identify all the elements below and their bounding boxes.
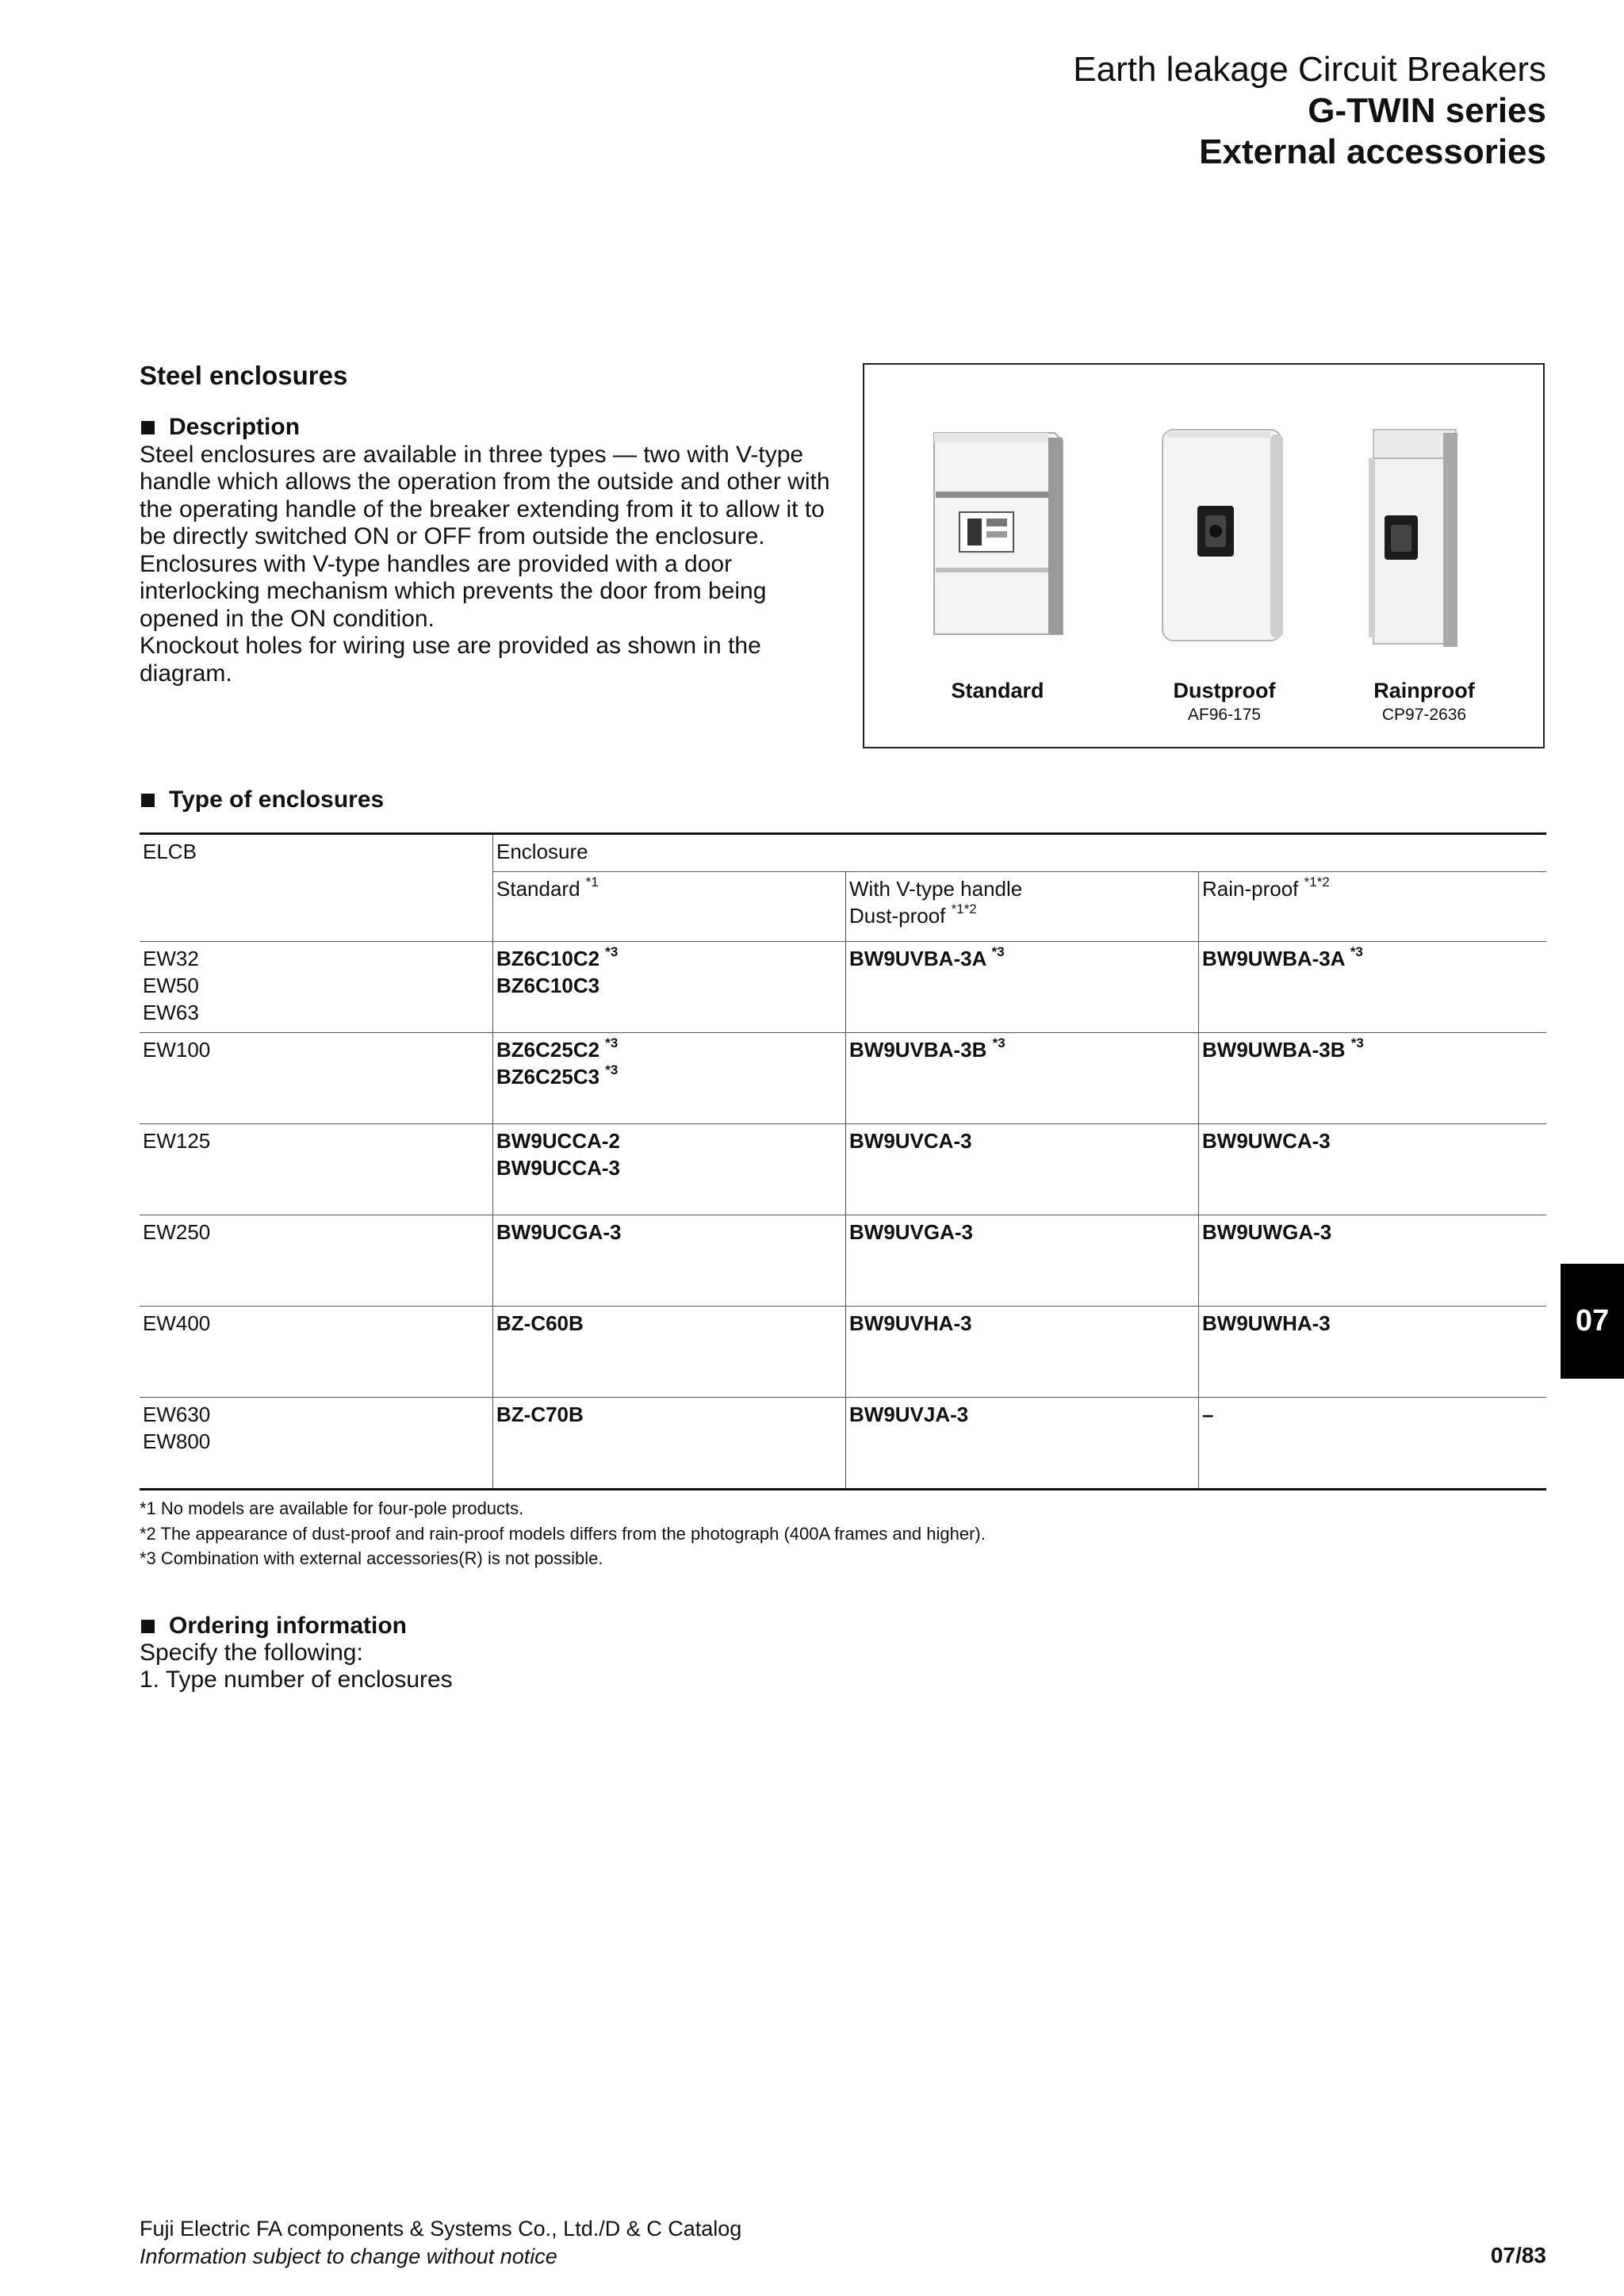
page-header: [1073, 49, 1546, 173]
model-number: [849, 1401, 1195, 1428]
elcb-model: EW63: [143, 1001, 199, 1024]
model-note: *3: [1350, 944, 1363, 960]
dustproof-cell: [846, 1398, 1199, 1490]
model-code: BW9UCCA-2: [496, 1129, 620, 1153]
standard-enclosure-image: [926, 430, 1069, 637]
model-number: [496, 972, 842, 999]
dustproof-cell: [846, 1307, 1199, 1398]
description-paragraph-2: Enclosures with V-type handles are provided with a door interlocking mechanism which prevents the door from being opened in the ON condition.: [140, 550, 767, 632]
rainproof-cell: [1199, 1307, 1547, 1398]
model-code: BW9UVCA-3: [849, 1129, 972, 1153]
elcb-cell: [140, 942, 493, 1033]
rainproof-cell: [1199, 1215, 1547, 1307]
model-number: [496, 1127, 842, 1154]
footnote-2: *2 The appearance of dust-proof and rain-proof models differs from the photograph (400A frames and higher).: [140, 1523, 986, 1544]
dustproof-cell: [846, 1215, 1199, 1307]
header-rain-note: *1*2: [1304, 874, 1330, 890]
model-code: BW9UVHA-3: [849, 1311, 972, 1335]
model-number: [849, 1219, 1195, 1246]
elcb-cell: [140, 1307, 493, 1398]
rainproof-cell: [1199, 1398, 1547, 1490]
enclosure-table: [140, 832, 1546, 1490]
header-standard: [493, 872, 846, 942]
table-header-row: [140, 834, 1546, 872]
footnote-1: *1 No models are available for four-pole products.: [140, 1498, 524, 1518]
model-number: [849, 1127, 1195, 1154]
header-vtype-text: With V-type handle: [849, 877, 1023, 901]
elcb-cell: [140, 1215, 493, 1307]
model-note: *3: [605, 1062, 619, 1078]
dustproof-enclosure-image: [1153, 427, 1296, 645]
model-note: *3: [605, 944, 619, 960]
elcb-model: EW125: [143, 1129, 211, 1153]
elcb-model: EW800: [143, 1429, 211, 1453]
model-number: [496, 945, 842, 972]
model-code: BZ6C25C3: [496, 1065, 600, 1089]
standard-cell: [493, 1398, 846, 1490]
model-code: BW9UWHA-3: [1202, 1311, 1331, 1335]
ordering-line-1: Specify the following:: [140, 1640, 363, 1666]
footer-company: Fuji Electric FA components & Systems Co., Ltd./D & C Catalog: [140, 2217, 742, 2241]
model-number: [849, 945, 1195, 972]
elcb-model: EW32: [143, 947, 199, 970]
chapter-tab: 07: [1561, 1264, 1624, 1379]
description-paragraph-1: Steel enclosures are available in three types — two with V-type handle which allows the operation from the outside and other with the operating handle of the breaker extending from it to allow it to be directly switched ON or OFF from outside the enclosure.: [140, 441, 830, 549]
bullet-square-icon: [141, 421, 155, 434]
description-heading: [140, 414, 837, 442]
header-dust: [846, 872, 1199, 942]
photo-code-rainproof: CP97-2636: [1381, 706, 1467, 724]
model-number: [496, 1219, 842, 1246]
standard-cell: [493, 1307, 846, 1398]
description-paragraph-3: Knockout holes for wiring use are provided as shown in the diagram.: [140, 633, 761, 687]
model-note: *3: [1350, 1035, 1364, 1051]
model-number: [1202, 1127, 1543, 1154]
footnotes: [140, 1496, 986, 1571]
header-dust-note: *1*2: [951, 901, 977, 917]
enclosure-photo-panel: [863, 363, 1545, 748]
model-code: BW9UWBA-3A: [1202, 947, 1345, 970]
description-block: [140, 414, 837, 687]
table-row: [140, 1033, 1546, 1124]
model-code: BW9UCCA-3: [496, 1156, 620, 1180]
standard-cell: [493, 942, 846, 1033]
model-number: [496, 1063, 842, 1090]
model-number: [1202, 1219, 1543, 1246]
elcb-model: EW630: [143, 1402, 211, 1426]
model-number: [496, 1310, 842, 1337]
model-number: [849, 1036, 1195, 1063]
elcb-cell: [140, 1124, 493, 1215]
header-rain-text: Rain-proof: [1202, 877, 1299, 901]
rainproof-cell: [1199, 1033, 1547, 1124]
photo-label-standard: Standard: [951, 679, 1044, 702]
model-number: [496, 1154, 842, 1181]
header-enclosure: Enclosure: [493, 834, 1547, 872]
model-number: [1202, 1036, 1543, 1063]
description-label: Description: [169, 414, 301, 440]
header-line-1: Earth leakage Circuit Breakers: [1073, 50, 1546, 89]
photo-label-rainproof: Rainproof: [1373, 679, 1475, 702]
rainproof-enclosure-image: [1356, 427, 1475, 650]
model-number: [1202, 945, 1543, 972]
dustproof-cell: [846, 1033, 1199, 1124]
standard-cell: [493, 1215, 846, 1307]
elcb-cell: [140, 1398, 493, 1490]
model-code: BZ6C25C2: [496, 1038, 600, 1062]
ordering-block: [140, 1613, 453, 1693]
ordering-heading: [140, 1613, 453, 1640]
elcb-model: EW250: [143, 1220, 211, 1244]
model-number: [496, 1401, 842, 1428]
header-category: External accessories: [1199, 132, 1546, 171]
bullet-square-icon: [141, 794, 155, 807]
table-row: [140, 942, 1546, 1033]
header-elcb: ELCB: [140, 834, 493, 942]
model-code: BW9UWCA-3: [1202, 1129, 1331, 1153]
type-title: Type of enclosures: [169, 786, 385, 813]
standard-cell: [493, 1033, 846, 1124]
photo-label-dustproof: Dustproof: [1173, 679, 1276, 702]
photo-code-dustproof: AF96-175: [1187, 706, 1262, 724]
section-title: Steel enclosures: [140, 361, 348, 390]
header-rain: [1199, 872, 1547, 942]
footer-notice: Information subject to change without notice: [140, 2244, 557, 2268]
header-series: G-TWIN series: [1308, 91, 1546, 130]
table-row: [140, 1215, 1546, 1307]
model-code: BW9UWGA-3: [1202, 1220, 1332, 1244]
standard-cell: [493, 1124, 846, 1215]
header-standard-note: *1: [585, 874, 599, 890]
dustproof-cell: [846, 942, 1199, 1033]
model-number: [849, 1310, 1195, 1337]
dustproof-cell: [846, 1124, 1199, 1215]
footnote-3: *3 Combination with external accessories(R) is not possible.: [140, 1548, 603, 1568]
page-footer: [140, 2215, 741, 2271]
table-row: [140, 1124, 1546, 1215]
elcb-model: EW400: [143, 1311, 211, 1335]
model-number: [1202, 1310, 1543, 1337]
model-note: *3: [991, 944, 1005, 960]
table-row: [140, 1307, 1546, 1398]
model-code: BW9UVJA-3: [849, 1402, 969, 1426]
model-code: BW9UVBA-3B: [849, 1038, 987, 1062]
model-note: *3: [992, 1035, 1005, 1051]
model-code: –: [1202, 1402, 1214, 1426]
page-number: 07/83: [1490, 2243, 1546, 2267]
elcb-model: EW50: [143, 974, 199, 997]
bullet-square-icon: [141, 1620, 155, 1633]
ordering-label: Ordering information: [169, 1613, 407, 1639]
table-row: [140, 1398, 1546, 1490]
rainproof-cell: [1199, 942, 1547, 1033]
model-code: BZ-C70B: [496, 1402, 584, 1426]
elcb-model: EW100: [143, 1038, 211, 1062]
elcb-cell: [140, 1033, 493, 1124]
table-body: [140, 942, 1546, 1490]
model-code: BZ6C10C3: [496, 974, 600, 997]
rainproof-cell: [1199, 1124, 1547, 1215]
model-code: BW9UCGA-3: [496, 1220, 622, 1244]
model-note: *3: [605, 1035, 619, 1051]
model-code: BZ6C10C2: [496, 947, 600, 970]
model-code: BW9UWBA-3B: [1202, 1038, 1346, 1062]
header-dust-text: Dust-proof: [849, 904, 946, 928]
model-code: BZ-C60B: [496, 1311, 584, 1335]
header-standard-text: Standard: [496, 877, 580, 901]
model-number: [496, 1036, 842, 1063]
type-heading: [140, 786, 384, 813]
model-code: BW9UVGA-3: [849, 1220, 974, 1244]
ordering-line-2: 1. Type number of enclosures: [140, 1667, 453, 1693]
model-code: BW9UVBA-3A: [849, 947, 986, 970]
model-number: [1202, 1401, 1543, 1428]
